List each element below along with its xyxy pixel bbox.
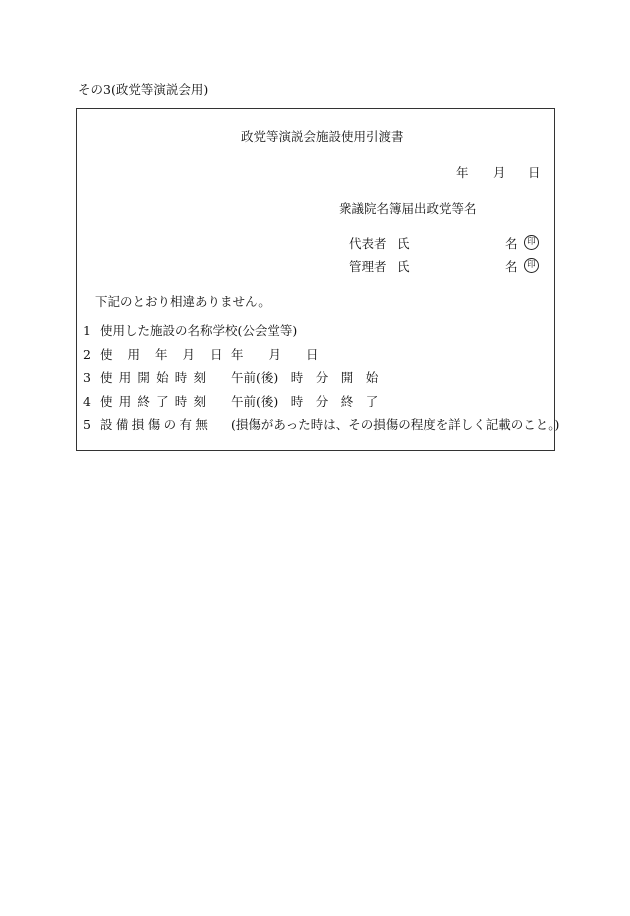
item-number: 5 <box>83 417 91 432</box>
form-title: 政党等演説会施設使用引渡書 <box>241 129 404 144</box>
item-label-end-time: 使用終了時刻 <box>100 394 213 409</box>
date-day-label: 日 <box>528 165 541 180</box>
manager-label: 管理者 <box>349 259 387 274</box>
item-value-start-time: 午前(後) 時 分 開 始 <box>231 370 379 385</box>
item-number: 3 <box>83 370 91 385</box>
manager-surname-label: 氏 <box>397 259 410 274</box>
item-number: 1 <box>83 323 91 338</box>
seal-icon: 印 <box>524 235 539 250</box>
item-label-damage: 設備損傷の有無 <box>100 417 212 432</box>
seal-icon: 印 <box>524 258 539 273</box>
item-label-start-time: 使用開始時刻 <box>100 370 213 385</box>
form-box <box>76 108 560 451</box>
representative-given-name-label: 名 <box>505 236 518 251</box>
item-value-damage-note: (損傷があった時は、その損傷の程度を詳しく記載のこと。) <box>231 417 560 432</box>
representative-label: 代表者 <box>349 236 387 251</box>
item-number: 4 <box>83 394 91 409</box>
form-caption: その3(政党等演説会用) <box>78 82 209 97</box>
item-label-use-date: 使用年月日 <box>100 347 238 362</box>
manager-given-name-label: 名 <box>505 259 518 274</box>
item-number: 2 <box>83 347 91 362</box>
statement-text: 下記のとおり相違ありません。 <box>95 294 271 309</box>
date-year-label: 年 <box>456 165 469 180</box>
party-registry-label: 衆議院名簿届出政党等名 <box>339 201 477 216</box>
representative-surname-label: 氏 <box>397 236 410 251</box>
item-value-use-date: 年 月 日 <box>231 347 319 362</box>
item-value-end-time: 午前(後) 時 分 終 了 <box>231 394 379 409</box>
item-label-facility-name: 使用した施設の名称学校(公会堂等) <box>100 323 298 338</box>
date-month-label: 月 <box>493 165 506 180</box>
